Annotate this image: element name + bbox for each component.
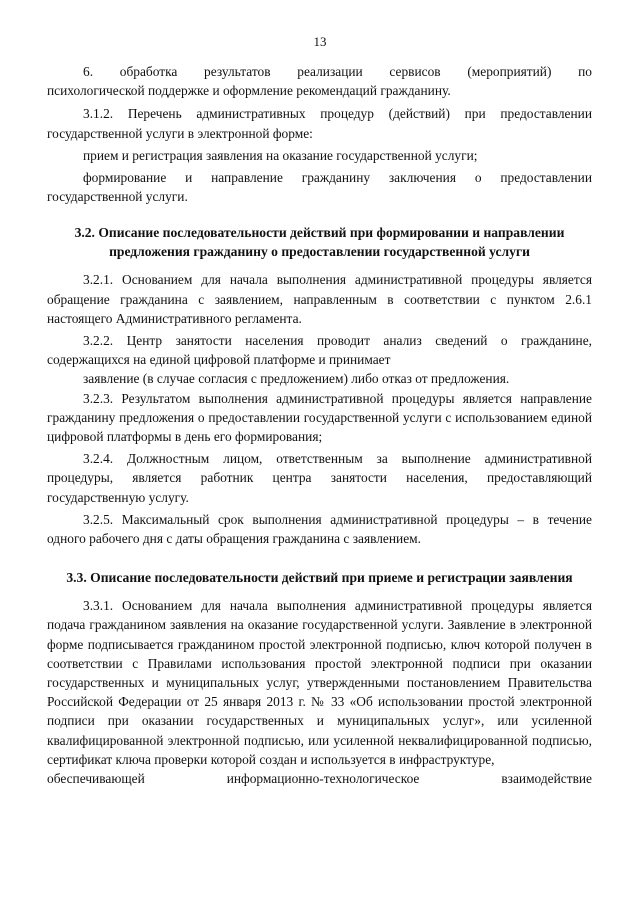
paragraph-3-1-2: 3.1.2. Перечень административных процедур (действий) при предоставлении государственной услуги в электронной форме: [47,106,592,141]
list-item-6 [47,62,592,81]
paragraph-3-1-2-item-b: формирование и направление гражданину заключения о предоставлении государственной услуги. [47,170,592,205]
paragraph-3-3-1-last-line [47,769,592,788]
section-heading-3-2: 3.2. Описание последовательности действий при формировании и направлении предложения гражданину о предоставлении государственной услуги [74,225,565,260]
paragraph-3-2-2-continuation: заявление (в случае согласия с предложением) либо отказ от предложения. [83,371,510,387]
paragraph-3-2-1: 3.2.1. Основанием для начала выполнения административной процедуры является обращение гражданина с заявлением, направленным в соответствии с пунктом 2.6.1 настоящего Административного регламента. [47,272,592,326]
paragraph-3-2-4: 3.2.4. Должностным лицом, ответственным за выполнение административной процедуры, является работник центра занятости населения, предоставляющий государственную услугу. [47,451,592,505]
paragraph-word: информационно-технологическое [226,771,420,787]
list-item-word: сервисов [389,64,441,79]
list-item-word: результатов [204,64,271,79]
paragraph-word: обеспечивающей [47,771,145,787]
section-heading-3-3: 3.3. Описание последовательности действий при приеме и регистрации заявления [66,570,573,586]
paragraph-3-2-2: 3.2.2. Центр занятости населения проводит анализ сведений о гражданине, содержащихся на единой цифровой платформе и принимает [47,333,592,368]
list-item-word: по [578,64,592,79]
paragraph-3-2-5: 3.2.5. Максимальный срок выполнения административной процедуры – в течение одного рабочего дня с даты обращения гражданина с заявлением. [47,511,592,547]
list-item-word: обработка [119,64,178,79]
paragraph-word: взаимодействие [501,771,592,787]
paragraph-3-2-3: 3.2.3. Результатом выполнения административной процедуры является направление гражданину предложения о предоставлении государственной услуги с использованием единой цифровой платформы в день его формирования; [47,390,592,445]
paragraph-3-1-2-item-a: прием и регистрация заявления на оказание государственной услуги; [83,147,478,163]
list-item-word: реализации [297,64,363,79]
list-item-word: (мероприятий) [467,64,552,79]
paragraph-3-3-1: 3.3.1. Основанием для начала выполнения административной процедуры является подача гражданином заявления на оказание государственной услуги. Заявление в электронной форме подписывается гражданином простой электронной подписью, ключ которой получен в соответствии с Правилами использования простой электронной подписи при оказании государственных и муниципальных услуг, утвержденными постановлением Правительства Российской Федерации от 25 января 2013 г. № 33 «Об использовании простой электронной подписи при оказании государственных и муниципальных услуг», или усиленной квалифицированной электронной подписью, или усиленной неквалифицированной подписью, сертификат ключа проверки которой создан и используется в инфраструктуре, [47,598,592,767]
page-number: 13 [313,34,327,49]
document-body [47,62,592,788]
list-item-number: 6. [83,64,94,79]
list-item-6-continuation: психологической поддержке и оформление рекомендаций гражданину. [47,83,451,99]
